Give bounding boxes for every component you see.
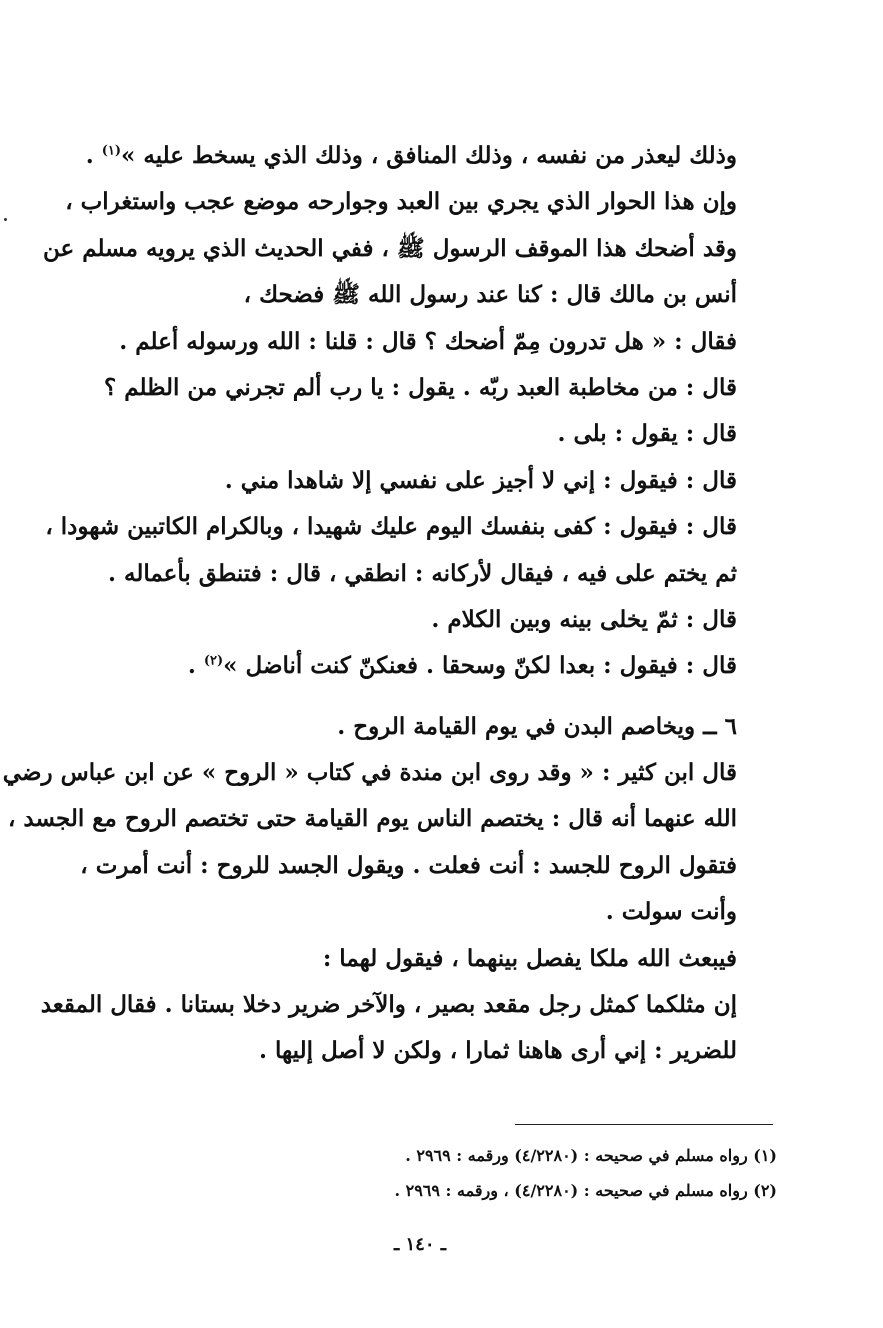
footnote-2: (٢) رواه مسلم في صحيحه : (٤/٢٢٨٠) ، ورقمه : ٢٩٦٩ . <box>394 1181 777 1200</box>
page-number: ـ ١٤٠ ـ <box>393 1234 447 1255</box>
footnotes <box>82 1138 777 1208</box>
text-line-2: وإن هذا الحوار الذي يجري بين العبد وجوارحه موضع عجب واستغراب ، <box>65 188 737 216</box>
line-12-tail: . <box>187 652 204 680</box>
text-line-5: فقال : « هل تدرون مِمّ أضحك ؟ قال : قلنا : الله ورسوله أعلم . <box>119 327 737 355</box>
scan-speck <box>4 218 7 221</box>
line-12-text: قال : فيقول : بعدا لكنّ وسحقا . فعنكنّ كنت أناضل » <box>223 652 737 680</box>
text-line-12 <box>82 643 737 689</box>
text-line-8: قال : فيقول : إني لا أجيز على نفسي إلا شاهدا مني . <box>224 466 737 494</box>
text-line-7: قال : يقول : بلى . <box>557 420 737 448</box>
text-line-14: قال ابن كثير : « وقد روى ابن مندة في كتاب « الروح » عن ابن عباس رضي <box>2 759 737 787</box>
main-text <box>2 133 737 1075</box>
footnote-ref-1: (١) <box>101 143 122 159</box>
text-line-20: للضرير : إني أرى هاهنا ثمارا ، ولكن لا أصل إليها . <box>259 1037 737 1065</box>
line-1-text: وذلك ليعذر من نفسه ، وذلك المنافق ، وذلك الذي يسخط عليه » <box>121 142 737 169</box>
text-line-6: قال : من مخاطبة العبد ربّه . يقول : يا رب ألم تجرني من الظلم ؟ <box>104 373 737 401</box>
text-line-17: وأنت سولت . <box>605 898 737 926</box>
section-heading: ٦ ــ ويخاصم البدن في يوم القيامة الروح . <box>337 712 737 740</box>
text-line-3: وقد أضحك هذا الموقف الرسول ﷺ ، ففي الحديث الذي يرويه مسلم عن <box>42 234 737 262</box>
text-line-1 <box>82 133 737 179</box>
text-line-10: ثم يختم على فيه ، فيقال لأركانه : انطقي ، قال : فتنطق بأعماله . <box>108 559 737 587</box>
footnote-ref-2: (٢) <box>203 653 224 669</box>
text-line-16: فتقول الروح للجسد : أنت فعلت . ويقول الجسد للروح : أنت أمرت ، <box>80 851 737 879</box>
footnote-separator <box>515 1124 773 1125</box>
text-line-9: قال : فيقول : كفى بنفسك اليوم عليك شهيدا ، وبالكرام الكاتبين شهودا ، <box>45 513 737 541</box>
text-line-15: الله عنهما أنه قال : يختصم الناس يوم القيامة حتى تختصم الروح مع الجسد ، <box>8 805 737 833</box>
text-line-11: قال : ثمّ يخلى بينه وبين الكلام . <box>431 605 737 633</box>
text-line-19: إن مثلكما كمثل رجل مقعد بصير ، والآخر ضرير دخلا بستانا . فقال المقعد <box>40 991 737 1019</box>
footnote-1: (١) رواه مسلم في صحيحه : (٤/٢٢٨٠) ورقمه : ٢٩٦٩ . <box>405 1146 777 1165</box>
line-1-tail: . <box>85 142 102 169</box>
text-line-4: أنس بن مالك قال : كنا عند رسول الله ﷺ فضحك ، <box>243 281 737 309</box>
text-line-18: فيبعث الله ملكا يفصل بينهما ، فيقول لهما : <box>322 944 737 972</box>
